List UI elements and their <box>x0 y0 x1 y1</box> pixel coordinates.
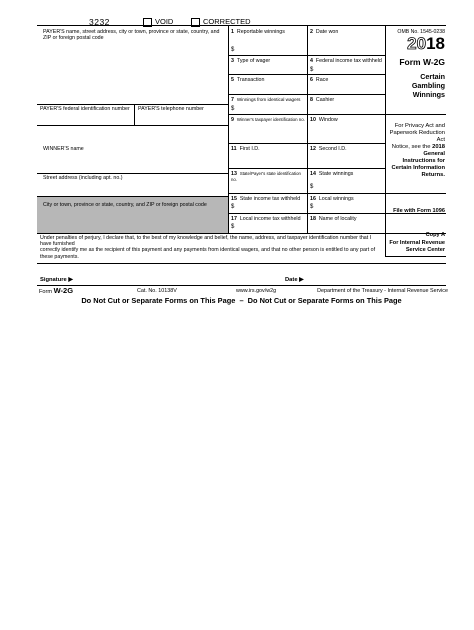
box-17[interactable]: 17 Local income tax withheld <box>231 216 301 222</box>
payer-telephone-label: PAYER'S telephone number <box>138 106 204 112</box>
box-12[interactable]: 12 Second I.D. <box>310 146 347 152</box>
form-grid <box>37 25 446 264</box>
box-11[interactable]: 11 First I.D. <box>231 146 260 152</box>
box-15[interactable]: 15 State income tax withheld <box>231 196 301 202</box>
box-5[interactable]: 5 Transaction <box>231 77 265 83</box>
box-16-dollar: $ <box>310 204 314 210</box>
form-title: Form W-2G <box>399 57 445 67</box>
payer-federal-id-label: PAYER'S federal identification number <box>40 106 130 112</box>
box-14-dollar: $ <box>310 184 314 190</box>
box-17-dollar: $ <box>231 224 235 230</box>
box-9[interactable]: 9 Winner's taxpayer identification no. <box>231 117 305 123</box>
payer-name-address-label: PAYER'S name, street address, city or town, province or state, country, and ZIP or foreign postal code <box>43 29 220 42</box>
box-1-dollar: $ <box>231 47 235 53</box>
box-7-dollar: $ <box>231 106 235 112</box>
copy-a-label: Copy A For Internal Revenue Service Center <box>389 232 445 253</box>
footer-form-name: Form W-2G <box>39 286 74 295</box>
box-15-dollar: $ <box>231 204 235 210</box>
tax-year-suffix: 18 <box>426 34 445 53</box>
footer-cat-no: Cat. No. 10138V <box>137 288 177 294</box>
box-16[interactable]: 16 Local winnings <box>310 196 354 202</box>
box-13[interactable]: 13 State/Payer's state identification no. <box>231 171 301 183</box>
box-8[interactable]: 8 Cashier <box>310 97 335 103</box>
box-14[interactable]: 14 State winnings <box>310 171 354 177</box>
box-4-dollar: $ <box>310 67 314 73</box>
signature-label[interactable]: Signature ▶ <box>40 277 73 283</box>
winner-street-label: Street address (including apt. no.) <box>43 175 123 181</box>
box-1[interactable]: 1 Reportable winnings <box>231 29 285 35</box>
privacy-notice: For Privacy Act and Paperwork Reduction Act Notice, see the 2018 General Instructions for Certain Information Returns. <box>389 123 445 178</box>
void-label: VOID <box>155 17 174 26</box>
box-6[interactable]: 6 Race <box>310 77 329 83</box>
tax-year <box>387 35 445 53</box>
corrected-label: CORRECTED <box>203 17 251 26</box>
box-7[interactable]: 7 Winnings from identical wagers <box>231 97 301 103</box>
footer-url: www.irs.gov/w2g <box>236 288 277 294</box>
winner-name-label: WINNER'S name <box>43 146 84 152</box>
file-with-form-1096: File with Form 1096 <box>393 208 445 214</box>
form-code: 3232 <box>89 17 110 27</box>
omb-number: OMB No. 1545-0238 <box>397 29 445 35</box>
box-18[interactable]: 18 Name of locality <box>310 216 357 222</box>
winner-city-label: City or town, province or state, country, and ZIP or foreign postal code <box>43 202 207 208</box>
footer-dept: Department of the Treasury - Internal Revenue Service <box>317 288 448 294</box>
date-label[interactable]: Date ▶ <box>285 277 304 283</box>
form-subtitle: Certain Gambling Winnings <box>411 72 445 100</box>
tax-year-prefix: 20 <box>407 34 427 53</box>
box-3[interactable]: 3 Type of wager <box>231 58 271 64</box>
box-4[interactable]: 4 Federal income tax withheld <box>310 58 382 64</box>
box-10[interactable]: 10 Window <box>310 117 338 123</box>
signature-bottom-line <box>37 285 446 286</box>
do-not-cut-notice: Do Not Cut or Separate Forms on This Page – Do Not Cut or Separate Forms on This Page <box>81 296 402 305</box>
box-2[interactable]: 2 Date won <box>310 29 339 35</box>
perjury-statement: Under penalties of perjury, I declare that, to the best of my knowledge and belief, the name, address, and taxpayer identification number that I have furnished correctly identify me as the recipient of this payment and any payments from identical wagers, and that no other person is entitled to any part of these payments. <box>40 235 376 260</box>
